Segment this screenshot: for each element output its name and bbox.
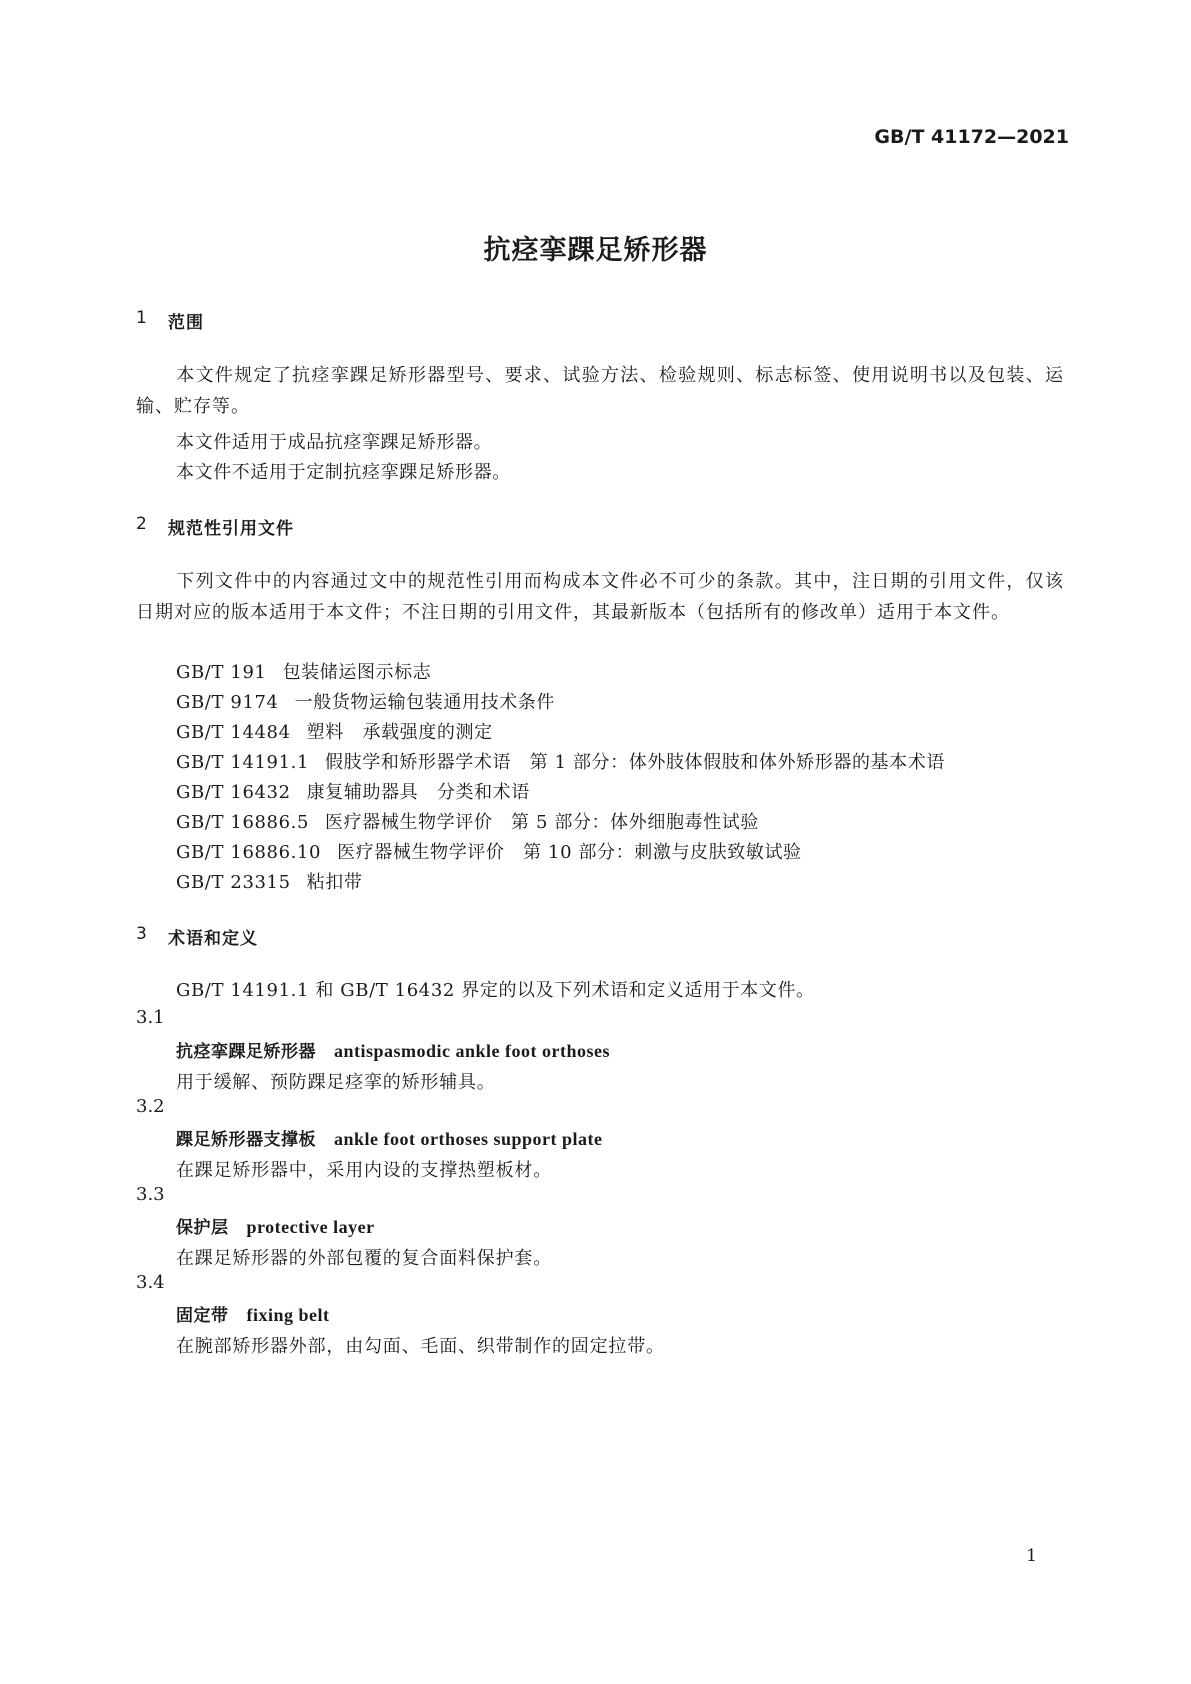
term-definition: 在踝足矫形器中，采用内设的支撑热塑板材。 (176, 1160, 552, 1181)
page-number: 1 (1026, 1546, 1037, 1566)
term-heading: 踝足矫形器支撑板 ankle foot orthoses support plate (176, 1129, 603, 1150)
term-heading: 抗痉挛踝足矫形器 antispasmodic ankle foot orthoses (176, 1041, 611, 1062)
term-number: 3.2 (136, 1096, 165, 1117)
reference-item: GB/T 16886.10 医疗器械生物学评价 第 10 部分：刺激与皮肤致敏试验 (176, 842, 802, 863)
term-definition: 在踝足矫形器的外部包覆的复合面料保护套。 (176, 1248, 552, 1269)
term-definition: 用于缓解、预防踝足痉挛的矫形辅具。 (176, 1072, 496, 1093)
section-2-title: 规范性引用文件 (168, 519, 294, 539)
reference-item: GB/T 9174 一般货物运输包装通用技术条件 (176, 692, 556, 713)
document-title: 抗痉挛踝足矫形器 (483, 235, 708, 266)
section-1-title: 范围 (168, 313, 204, 333)
section-3-intro: GB/T 14191.1 和 GB/T 16432 界定的以及下列术语和定义适用于本文件。 (176, 980, 815, 1001)
section-3-number: 3 (136, 924, 147, 944)
term-heading: 保护层 protective layer (176, 1217, 375, 1238)
term-number: 3.3 (136, 1184, 165, 1205)
reference-item: GB/T 16432 康复辅助器具 分类和术语 (176, 782, 530, 803)
reference-item: GB/T 14191.1 假肢学和矫形器学术语 第 1 部分：体外肢体假肢和体外矫形器的基本术语 (176, 752, 945, 773)
section-1-paragraph-2: 本文件适用于成品抗痉挛踝足矫形器。 (176, 432, 493, 453)
reference-item: GB/T 14484 塑料 承载强度的测定 (176, 722, 493, 743)
section-2-intro: 下列文件中的内容通过文中的规范性引用而构成本文件必不可少的条款。其中，注日期的引用文件，仅该日期对应的版本适用于本文件；不注日期的引用文件，其最新版本（包括所有的修改单）适用于本文件。 (136, 571, 1064, 623)
section-2-number: 2 (136, 514, 147, 534)
term-definition: 在腕部矫形器外部，由勾面、毛面、织带制作的固定拉带。 (176, 1336, 665, 1357)
section-1-paragraph-1: 本文件规定了抗痉挛踝足矫形器型号、要求、试验方法、检验规则、标志标签、使用说明书以及包装、运输、贮存等。 (136, 365, 1064, 417)
section-1-number: 1 (136, 308, 147, 328)
reference-item: GB/T 16886.5 医疗器械生物学评价 第 5 部分：体外细胞毒性试验 (176, 812, 759, 833)
section-3-title: 术语和定义 (168, 929, 258, 949)
term-number: 3.4 (136, 1272, 165, 1293)
reference-item: GB/T 191 包装储运图示标志 (176, 662, 432, 683)
term-heading: 固定带 fixing belt (176, 1305, 330, 1326)
reference-item: GB/T 23315 粘扣带 (176, 872, 363, 893)
section-1-paragraph-3: 本文件不适用于定制抗痉挛踝足矫形器。 (176, 462, 511, 483)
term-number: 3.1 (136, 1007, 165, 1028)
standard-number: GB/T 41172—2021 (874, 126, 1069, 148)
